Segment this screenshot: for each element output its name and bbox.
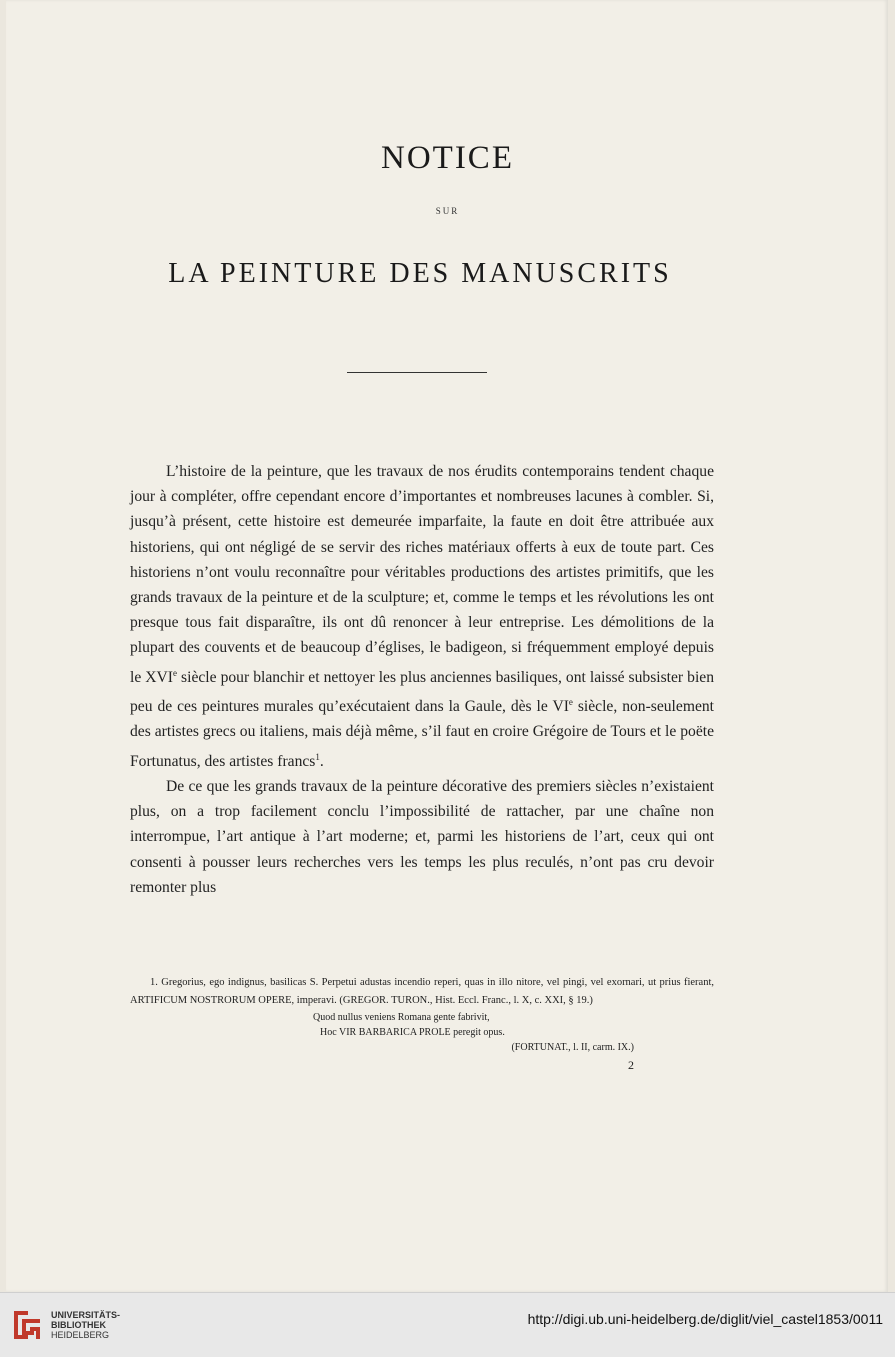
permalink-url[interactable]: http://digi.ub.uni-heidelberg.de/diglit/viel_castel1853/0011: [527, 1311, 883, 1327]
paragraph-1-part-a: L’histoire de la peinture, que les travaux de nos érudits contemporains tendent chaque jour à compléter, offre cependant encore d’importantes et nombreuses lacunes à combler. Si, jusqu’à présent, cette histoire est demeurée imparfaite, la faute en doit être attribuée aux historiens, qui ont négligé de se servir des riches matériaux offerts à eux de toute part. Ces historiens n’ont voulu reconnaître pour véritables productions des artistes primitifs, que les grands travaux de la peinture et de la sculpture; et, comme le temps et les révolutions les ont presque tous fait disparaître, ils ont dû renoncer à leur entreprise. Les démolitions de la plupart des couvents et de beaucoup d’églises, le badigeon, si fréquemment employé depuis le XVI: [130, 463, 714, 686]
title-divider: [347, 372, 487, 373]
paragraph-1-part-b: siècle pour blanchir et nettoyer les plus anciennes basiliques, ont laissé subsister bien peu de ces peintures murales qu’exécutaient dans la Gaule, dès le VI: [130, 668, 714, 716]
title-connector: SUR: [435, 206, 460, 216]
paragraph-1: [130, 459, 714, 774]
paragraph-1-part-d: .: [319, 752, 324, 770]
footnote-block: [130, 974, 714, 1055]
superscript-e: e: [173, 667, 178, 678]
page-title: NOTICE: [381, 140, 514, 176]
library-logo-icon[interactable]: [10, 1307, 44, 1343]
body-text: [130, 459, 714, 900]
library-name-line-2: BIBLIOTHEK: [51, 1320, 106, 1330]
library-name: [51, 1310, 120, 1340]
page-number: 2: [628, 1058, 634, 1072]
library-name-line-1: UNIVERSITÄTS-: [51, 1310, 121, 1320]
footnote-1: 1. Gregorius, ego indignus, basilicas S. Perpetui adustas incendio reperi, quas in illo nitore, vel pingi, vel exornari, ut prius fierant, ARTIFICUM NOSTRORUM OPERE, imperavi. (GREGOR. TURON., Hist. Eccl. Franc., l. X, c. XXI, § 19.): [130, 977, 714, 1006]
library-name-line-3: HEIDELBERG: [51, 1330, 110, 1340]
page-subtitle: LA PEINTURE DES MANUSCRITS: [168, 258, 672, 289]
viewer-footer: [0, 1292, 895, 1357]
paragraph-1-part-c: siècle, non-seulement des artistes grecs ou italiens, mais déjà même, s’il faut en croire Grégoire de Tours et le poëte Fortunatus, des artistes francs: [130, 698, 714, 770]
verse-citation: (FORTUNAT., l. II, carm. IX.): [511, 1042, 634, 1053]
verse-line-1: Quod nullus veniens Romana gente fabrivit,: [313, 1012, 490, 1023]
verse-line-2: Hoc VIR BARBARICA PROLE peregit opus.: [320, 1027, 505, 1038]
paragraph-2: De ce que les grands travaux de la peinture décorative des premiers siècles n’existaient plus, on a trop facilement conclu l’impossibilité de rattacher, par une chaîne non interrompue, l’art antique à l’art moderne; et, parmi les historiens de l’art, ceux qui ont consenti à pousser leurs recherches vers les temps les plus reculés, n’ont pas cru devoir remonter plus: [130, 778, 714, 896]
superscript-e: e: [568, 697, 573, 708]
footnote-reference[interactable]: 1: [315, 751, 320, 762]
